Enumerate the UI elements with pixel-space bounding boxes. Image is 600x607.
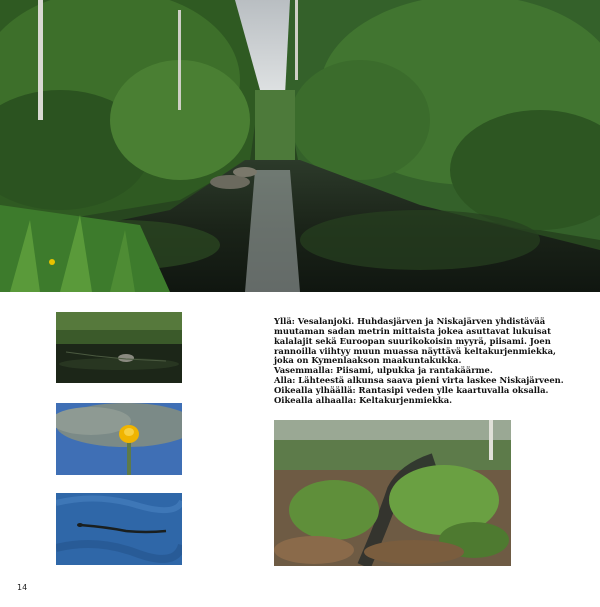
caption-line: Vasemmalla: Piisami, ulpukka ja rantakäärme. bbox=[274, 365, 493, 376]
caption-line: Oikealla ylhäällä: Rantasipi veden ylle kaartuvalla oksalla. bbox=[274, 384, 549, 395]
caption-line: Yllä: Vesalanjoki. Huhdasjärven ja Niskajärven yhdistävää bbox=[274, 316, 546, 326]
muskrat-photo bbox=[56, 312, 182, 383]
caption-line: rannoilla viihtyy muun muassa näyttävä keltakurjenmiekka, bbox=[274, 345, 556, 356]
photo-caption bbox=[274, 316, 564, 406]
caption-line: kalalajit sekä Euroopan suurikokoisin myyrä, piisami. Joen bbox=[274, 335, 551, 346]
caption-line: Oikealla alhaalla: Keltakurjenmiekka. bbox=[274, 394, 453, 405]
spring-stream-photo bbox=[274, 420, 511, 566]
grass-snake-photo bbox=[56, 493, 182, 565]
caption-line: muutaman sadan metrin mittaista jokea asuttavat lukuisat bbox=[274, 325, 551, 336]
page-number: 14 bbox=[17, 583, 28, 592]
caption-line: joka on Kymenlaakson maakuntakukka. bbox=[274, 355, 462, 366]
river-landscape-photo bbox=[0, 0, 600, 292]
caption-line: Alla: Lähteestä alkunsa saava pieni virta laskee Niskajärveen. bbox=[274, 375, 564, 386]
yellow-water-lily-photo bbox=[56, 403, 182, 475]
